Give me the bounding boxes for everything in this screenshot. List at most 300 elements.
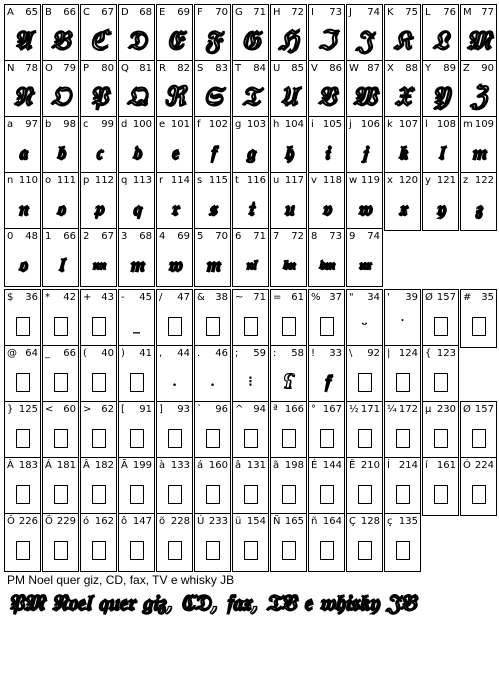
glyph-cell (384, 172, 421, 231)
glyph-code: 233 (208, 516, 228, 527)
glyph-cell (194, 116, 231, 175)
glyph-row (4, 172, 494, 231)
glyph-code: 90 (481, 63, 494, 74)
glyph-preview: 𝔡𝔪 (318, 257, 335, 273)
glyph-code: 230 (436, 404, 456, 415)
glyph-cell (194, 228, 231, 287)
glyph-label (349, 231, 380, 242)
glyph-preview (347, 362, 382, 402)
glyph-label (7, 119, 38, 130)
glyph-cell (4, 345, 41, 404)
glyph-label (121, 63, 152, 74)
glyph-cell (460, 401, 497, 460)
glyph-code: 116 (246, 175, 266, 186)
glyph-preview (347, 530, 382, 570)
glyph-label (273, 175, 304, 186)
glyph-label (7, 63, 38, 74)
glyph-label (387, 63, 418, 74)
glyph-char: ] (159, 404, 163, 415)
glyph-code: 69 (177, 231, 190, 242)
glyph-char: S (197, 63, 204, 74)
glyph-preview (195, 474, 230, 514)
glyph-preview (271, 306, 306, 346)
glyph-code: 214 (398, 460, 418, 471)
glyph-code: 62 (101, 404, 114, 415)
glyph-label (425, 460, 456, 471)
glyph-code: 108 (436, 119, 456, 130)
glyph-preview: 𝔬 (18, 254, 27, 276)
glyph-label (387, 348, 418, 359)
glyph-char: u (273, 175, 280, 186)
glyph-char: i (311, 119, 314, 130)
glyph-preview: 𝔛 (394, 81, 411, 112)
glyph-char: M (463, 7, 472, 18)
glyph-code: 165 (284, 516, 304, 527)
glyph-cell (194, 345, 231, 404)
missing-glyph-box (282, 541, 296, 560)
glyph-preview: . (210, 374, 215, 390)
glyph-code: 73 (329, 7, 342, 18)
glyph-code: 43 (101, 292, 114, 303)
glyph-code: 74 (367, 231, 380, 242)
glyph-cell (384, 345, 421, 404)
glyph-cell (384, 457, 421, 516)
glyph-row (4, 289, 494, 348)
glyph-label (273, 292, 304, 303)
glyph-preview: 𝔍 (356, 25, 373, 56)
glyph-preview: ⁝ (248, 374, 253, 390)
glyph-preview: 𝔰 (208, 198, 217, 220)
glyph-code: 160 (208, 460, 228, 471)
glyph-char: L (425, 7, 431, 18)
glyph-label (45, 292, 76, 303)
glyph-preview: 𝔒 (50, 81, 71, 112)
glyph-cell (42, 345, 79, 404)
glyph-code: 102 (208, 119, 228, 130)
glyph-preview (43, 530, 78, 570)
glyph-cell (308, 289, 345, 348)
glyph-preview (271, 474, 306, 514)
glyph-code: 121 (436, 175, 456, 186)
glyph-char: V (311, 63, 318, 74)
glyph-label (197, 175, 228, 186)
missing-glyph-box (358, 485, 372, 504)
glyph-char: 8 (311, 231, 318, 242)
glyph-preview: 𝔔 (126, 81, 147, 112)
glyph-cell (308, 172, 345, 231)
glyph-char: í (425, 460, 428, 471)
missing-glyph-box (168, 485, 182, 504)
glyph-char: O (45, 63, 53, 74)
glyph-label (463, 175, 494, 186)
glyph-cell (384, 116, 421, 175)
glyph-code: 80 (101, 63, 114, 74)
glyph-code: 39 (405, 292, 418, 303)
glyph-preview: 𝔣 (209, 142, 216, 164)
glyph-char: W (349, 63, 359, 74)
glyph-preview: 𝔬 (56, 198, 65, 220)
glyph-label (197, 231, 228, 242)
glyph-code: 112 (94, 175, 114, 186)
glyph-code: 36 (25, 292, 38, 303)
glyph-code: 78 (25, 63, 38, 74)
missing-glyph-box (282, 317, 296, 336)
glyph-label (387, 404, 418, 415)
glyph-code: 135 (398, 516, 418, 527)
glyph-code: 171 (360, 404, 380, 415)
glyph-code: 72 (291, 231, 304, 242)
glyph-label (83, 7, 114, 18)
glyph-code: 97 (25, 119, 38, 130)
glyph-code: 111 (56, 175, 76, 186)
glyph-char: % (311, 292, 321, 303)
glyph-cell (270, 289, 307, 348)
glyph-cell (194, 172, 231, 231)
glyph-code: 122 (474, 175, 494, 186)
glyph-code: 228 (170, 516, 190, 527)
glyph-cell (346, 289, 383, 348)
glyph-cell (270, 457, 307, 516)
glyph-preview (81, 306, 116, 346)
glyph-preview: 𝔘 (280, 81, 297, 112)
glyph-char: ñ (311, 516, 318, 527)
glyph-label (83, 404, 114, 415)
glyph-char: Ñ (273, 516, 281, 527)
glyph-code: 73 (329, 231, 342, 242)
glyph-char: 1 (45, 231, 52, 242)
glyph-cell (4, 457, 41, 516)
missing-glyph-box (472, 317, 486, 336)
glyph-char: - (121, 292, 125, 303)
glyph-preview: 𝔏 (432, 25, 449, 56)
glyph-cell (4, 116, 41, 175)
glyph-code: 128 (360, 516, 380, 527)
glyph-code: 125 (18, 404, 38, 415)
glyph-cell (156, 60, 193, 119)
glyph-char: õ (159, 516, 166, 527)
glyph-label (45, 348, 76, 359)
glyph-label (83, 460, 114, 471)
glyph-code: 40 (101, 348, 114, 359)
glyph-cell (194, 60, 231, 119)
glyph-preview: 𝔅 (51, 25, 70, 56)
missing-glyph-box (320, 541, 334, 560)
glyph-label (83, 292, 114, 303)
glyph-label (121, 175, 152, 186)
glyph-code: 181 (56, 460, 76, 471)
glyph-cell (42, 60, 79, 119)
glyph-preview (5, 474, 40, 514)
missing-glyph-box (396, 373, 410, 392)
glyph-preview: 𝔭 (94, 198, 103, 220)
glyph-cell (118, 228, 155, 287)
glyph-char: 9 (349, 231, 356, 242)
glyph-code: 68 (139, 7, 152, 18)
glyph-label (235, 292, 266, 303)
glyph-label (83, 231, 114, 242)
glyph-preview (233, 530, 268, 570)
glyph-code: 75 (405, 7, 418, 18)
glyph-char: * (45, 292, 50, 303)
glyph-char: [ (121, 404, 125, 415)
glyph-preview: 𝔱 (247, 198, 254, 220)
glyph-cell (118, 513, 155, 572)
glyph-cell (232, 289, 269, 348)
glyph-label (121, 460, 152, 471)
glyph-code: 60 (63, 404, 76, 415)
glyph-label (159, 231, 190, 242)
glyph-code: 69 (177, 7, 190, 18)
missing-glyph-box (92, 317, 106, 336)
glyph-char: y (425, 175, 431, 186)
glyph-code: 110 (18, 175, 38, 186)
glyph-cell (346, 60, 383, 119)
glyph-preview (5, 418, 40, 458)
glyph-code: 224 (474, 460, 494, 471)
glyph-code: 44 (177, 348, 190, 359)
glyph-cell (156, 457, 193, 516)
missing-glyph-box (206, 317, 220, 336)
glyph-label (235, 7, 266, 18)
glyph-label (349, 460, 380, 471)
missing-glyph-box (358, 429, 372, 448)
glyph-preview: 𝔷 (475, 198, 482, 220)
missing-glyph-box (434, 429, 448, 448)
glyph-char: ó (83, 516, 90, 527)
missing-glyph-box (16, 373, 30, 392)
glyph-label (311, 119, 342, 130)
glyph-cell (384, 289, 421, 348)
missing-glyph-box (206, 429, 220, 448)
glyph-row (4, 60, 494, 119)
glyph-char: G (235, 7, 243, 18)
glyph-char: v (311, 175, 317, 186)
glyph-preview: . (172, 374, 177, 390)
glyph-char: x (387, 175, 393, 186)
glyph-preview (81, 362, 116, 402)
glyph-label (349, 348, 380, 359)
glyph-label (197, 63, 228, 74)
glyph-cell (346, 228, 383, 287)
glyph-cell (42, 172, 79, 231)
glyph-preview (119, 530, 154, 570)
glyph-label (121, 119, 152, 130)
glyph-char: C (83, 7, 90, 18)
glyph-char: _ (45, 348, 50, 359)
glyph-char: ç (387, 516, 393, 527)
glyph-preview (81, 530, 116, 570)
glyph-code: 96 (215, 404, 228, 415)
glyph-label (311, 348, 342, 359)
missing-glyph-box (16, 541, 30, 560)
glyph-cell (232, 228, 269, 287)
glyph-char: ' (387, 292, 390, 303)
glyph-label (311, 460, 342, 471)
glyph-preview: 𝔴 (358, 198, 371, 220)
glyph-code: 77 (481, 7, 494, 18)
glyph-code: 33 (329, 348, 342, 359)
glyph-label (235, 516, 266, 527)
glyph-preview: 𝔜 (431, 81, 450, 112)
glyph-label (83, 119, 114, 130)
glyph-code: 100 (132, 119, 152, 130)
glyph-preview: 𝔤 (246, 142, 255, 164)
missing-glyph-box (168, 541, 182, 560)
glyph-char: Q (121, 63, 129, 74)
glyph-code: 83 (215, 63, 228, 74)
glyph-code: 115 (208, 175, 228, 186)
glyph-preview: 𝔥 (284, 142, 293, 164)
glyph-char: m (463, 119, 473, 130)
glyph-code: 113 (132, 175, 152, 186)
glyph-cell (384, 401, 421, 460)
glyph-preview: 𝔗 (241, 81, 260, 112)
glyph-char: h (273, 119, 280, 130)
glyph-label (235, 348, 266, 359)
glyph-label (197, 292, 228, 303)
glyph-preview: 𝔇 (126, 25, 147, 56)
glyph-label (425, 404, 456, 415)
glyph-preview (5, 530, 40, 570)
glyph-cell (232, 345, 269, 404)
glyph-char: Ú (197, 516, 205, 527)
glyph-preview (43, 474, 78, 514)
glyph-cell (308, 457, 345, 516)
missing-glyph-box (16, 485, 30, 504)
missing-glyph-box (206, 485, 220, 504)
glyph-code: 94 (253, 404, 266, 415)
glyph-cell (156, 116, 193, 175)
glyph-label (311, 63, 342, 74)
glyph-cell (42, 401, 79, 460)
glyph-code: 124 (398, 348, 418, 359)
glyph-label (387, 175, 418, 186)
glyph-preview: ʕ (283, 371, 294, 393)
glyph-cell (422, 345, 459, 404)
glyph-char: H (273, 7, 281, 18)
missing-glyph-box (168, 317, 182, 336)
glyph-code: 81 (139, 63, 152, 74)
glyph-code: 35 (481, 292, 494, 303)
glyph-code: 42 (63, 292, 76, 303)
glyph-char: p (83, 175, 90, 186)
glyph-cell (118, 116, 155, 175)
missing-glyph-box (92, 485, 106, 504)
glyph-code: 119 (360, 175, 380, 186)
glyph-char: j (349, 119, 352, 130)
missing-glyph-box (54, 541, 68, 560)
glyph-preview (43, 306, 78, 346)
glyph-preview: ℭ (89, 26, 108, 56)
glyph-label (273, 231, 304, 242)
missing-glyph-box (168, 429, 182, 448)
glyph-label (121, 516, 152, 527)
glyph-code: 172 (398, 404, 418, 415)
glyph-char: Â (83, 460, 90, 471)
glyph-label (425, 348, 456, 359)
glyph-label (273, 404, 304, 415)
glyph-code: 71 (253, 292, 266, 303)
glyph-cell (118, 345, 155, 404)
glyph-preview: 𝔴 (168, 254, 181, 276)
glyph-label (387, 292, 418, 303)
glyph-label (349, 119, 380, 130)
missing-glyph-box (16, 317, 30, 336)
glyph-preview (385, 474, 420, 514)
glyph-code: 106 (360, 119, 380, 130)
missing-glyph-box (130, 373, 144, 392)
glyph-preview: 𝔪 (205, 254, 220, 276)
glyph-preview (347, 418, 382, 458)
glyph-cell (270, 4, 307, 63)
glyph-label (121, 348, 152, 359)
glyph-preview (195, 306, 230, 346)
glyph-label (197, 348, 228, 359)
glyph-char: É (311, 460, 318, 471)
glyph-code: 157 (436, 292, 456, 303)
glyph-char: á (197, 460, 204, 471)
glyph-char: B (45, 7, 52, 18)
glyph-char: Õ (45, 516, 53, 527)
glyph-cell (194, 457, 231, 516)
missing-glyph-box (434, 317, 448, 336)
glyph-code: 93 (177, 404, 190, 415)
glyph-char: } (7, 404, 14, 415)
glyph-code: 67 (101, 7, 114, 18)
glyph-char: E (159, 7, 166, 18)
glyph-char: ^ (235, 404, 244, 415)
glyph-label (425, 175, 456, 186)
glyph-cell (80, 4, 117, 63)
glyph-preview: 𝔢 (170, 142, 179, 164)
glyph-code: 107 (398, 119, 418, 130)
glyph-code: 72 (291, 7, 304, 18)
glyph-code: 84 (253, 63, 266, 74)
missing-glyph-box (130, 429, 144, 448)
glyph-char: , (159, 348, 163, 359)
glyph-preview: 𝔐 (466, 25, 491, 56)
glyph-cell (4, 228, 41, 287)
glyph-cell (346, 4, 383, 63)
glyph-char: : (273, 348, 277, 359)
glyph-code: 157 (474, 404, 494, 415)
glyph-char: w (349, 175, 358, 186)
glyph-preview: ℑ (317, 26, 336, 56)
glyph-preview (81, 418, 116, 458)
glyph-label (311, 404, 342, 415)
glyph-preview (461, 474, 496, 514)
glyph-cell (118, 60, 155, 119)
glyph-label (83, 63, 114, 74)
glyph-code: 79 (63, 63, 76, 74)
glyph-cell (308, 345, 345, 404)
glyph-code: 92 (367, 348, 380, 359)
missing-glyph-box (396, 429, 410, 448)
glyph-label (235, 175, 266, 186)
glyph-cell (308, 60, 345, 119)
missing-glyph-box (54, 429, 68, 448)
glyph-preview (119, 474, 154, 514)
glyph-code: 70 (215, 7, 228, 18)
glyph-label (159, 404, 190, 415)
glyph-code: 66 (63, 7, 76, 18)
glyph-cell (422, 60, 459, 119)
glyph-code: 34 (367, 292, 380, 303)
glyph-label (159, 292, 190, 303)
glyph-char: > (83, 404, 92, 415)
glyph-char: N (7, 63, 15, 74)
glyph-char: = (273, 292, 282, 303)
